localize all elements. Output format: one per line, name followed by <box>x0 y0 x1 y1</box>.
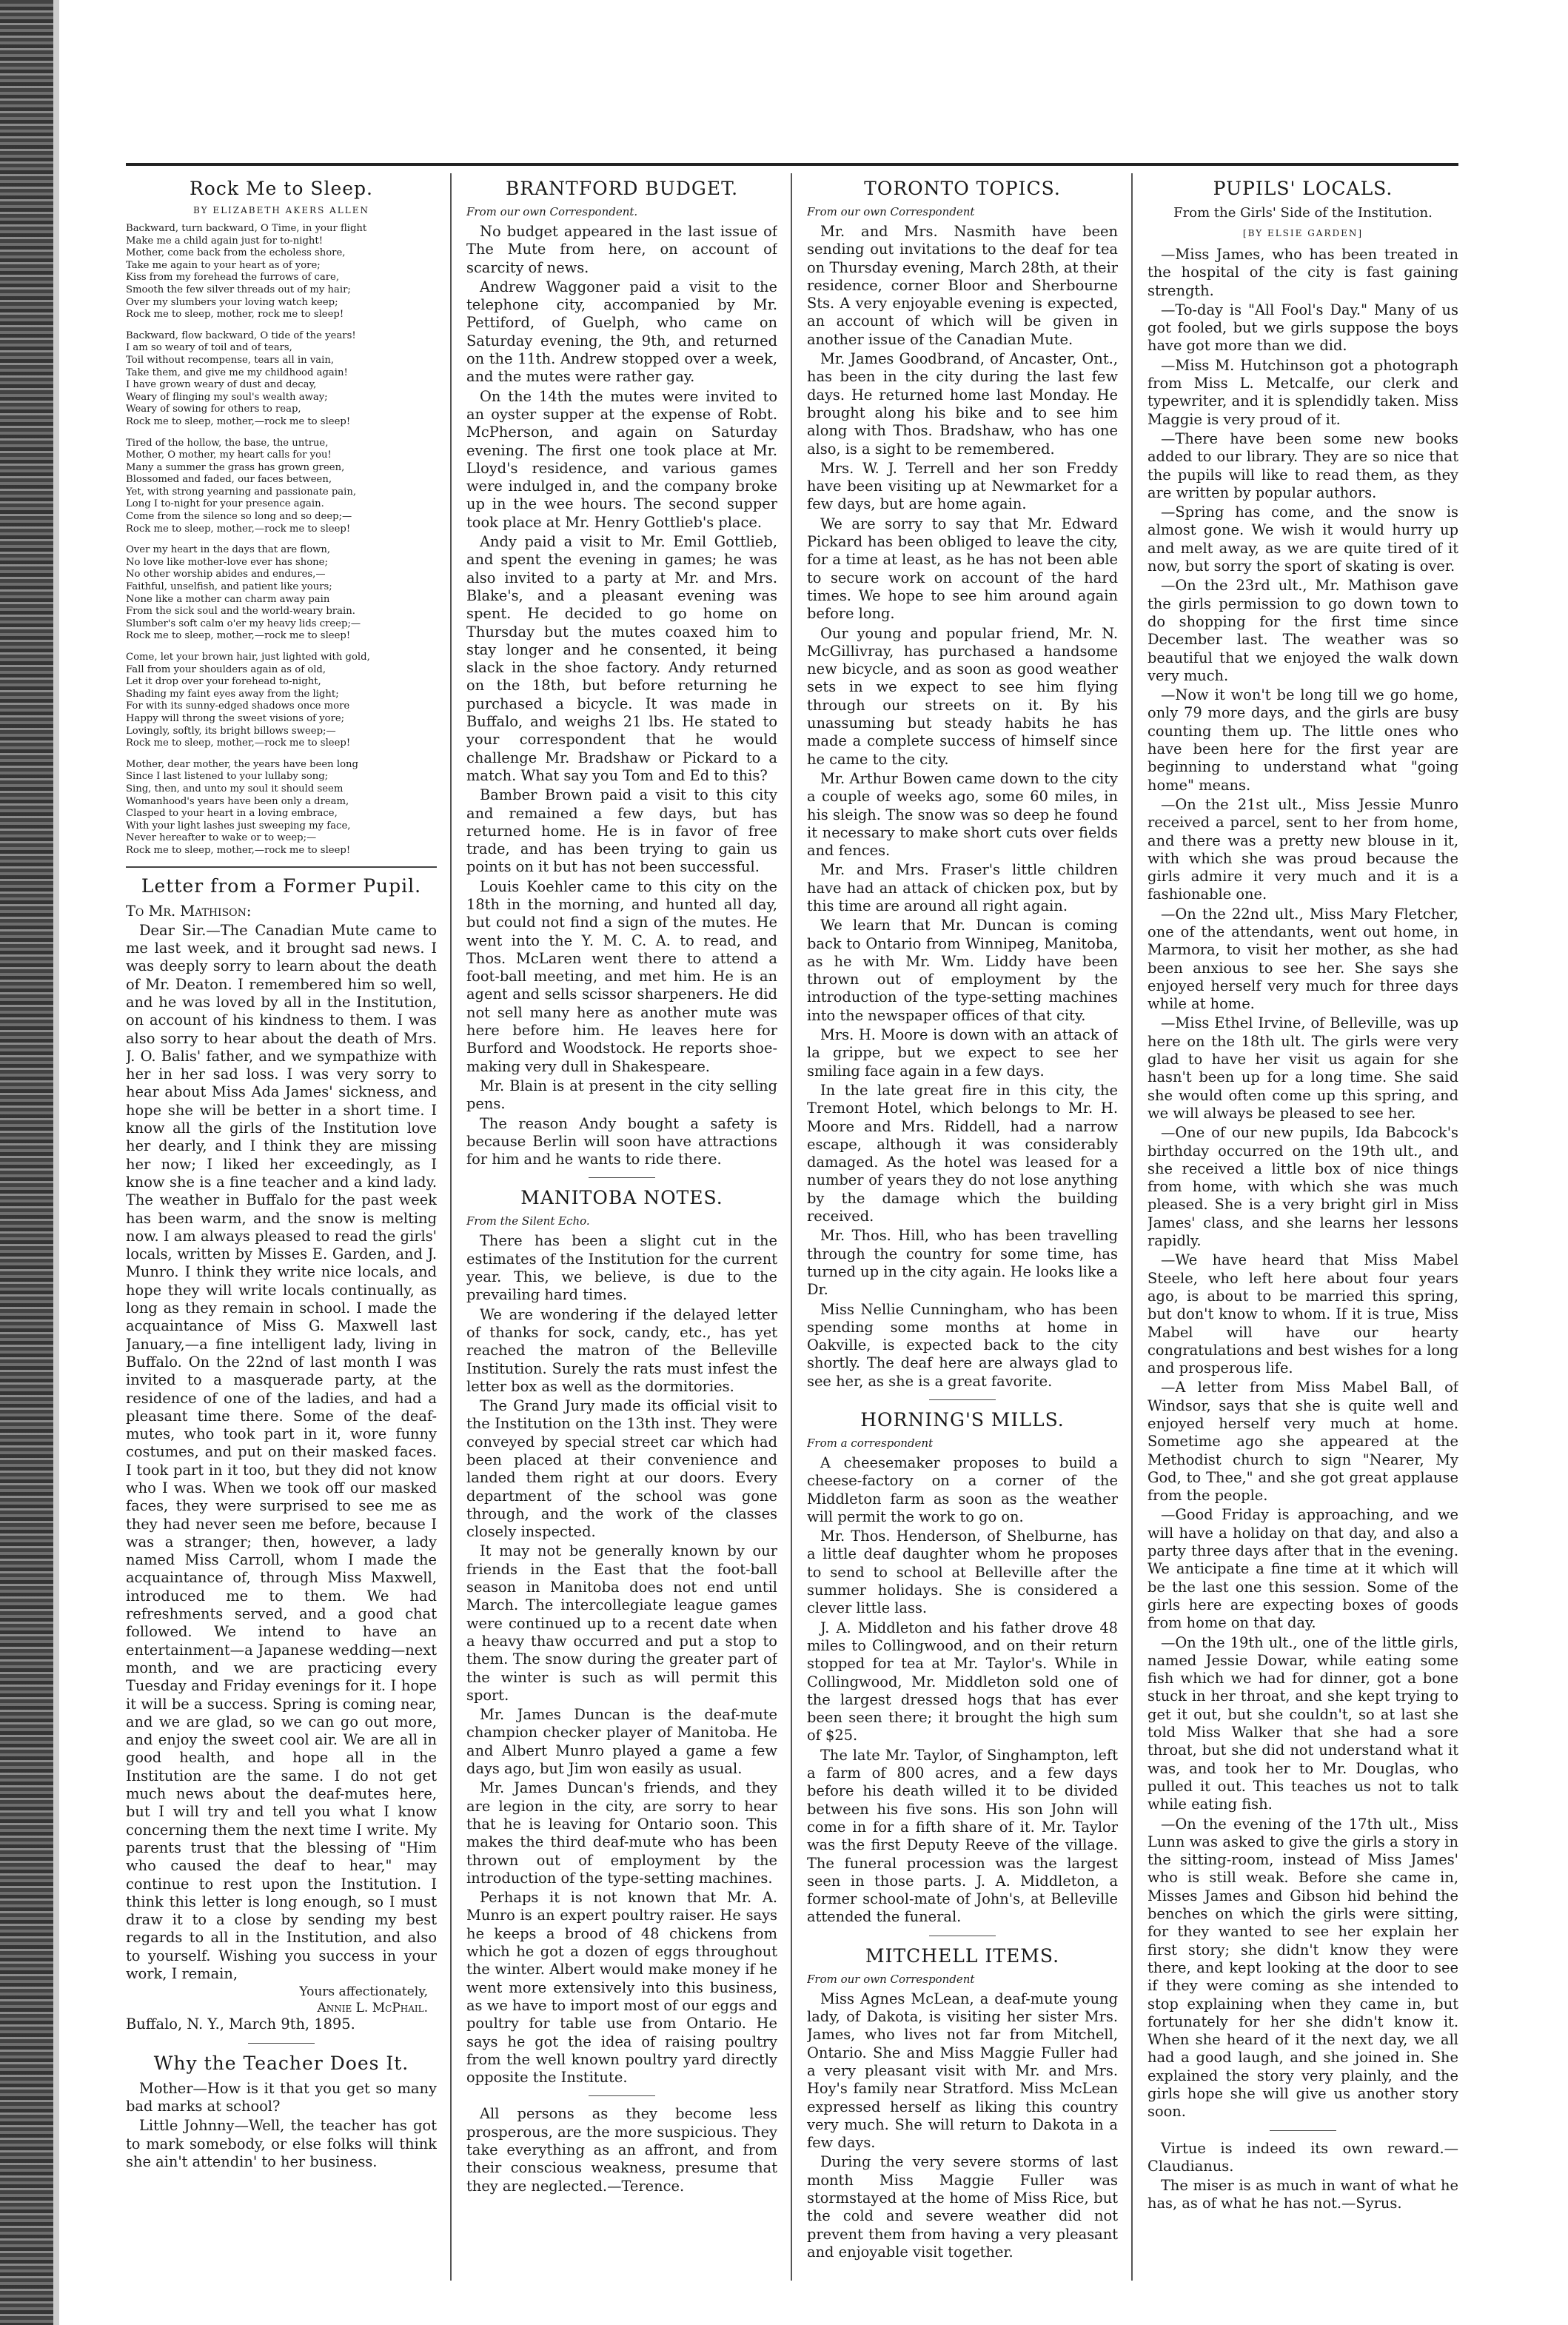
local-item: —On the 21st ult., Miss Jessie Munro received a parcel, sent to her from home, and there was a pretty new blouse in it, with which she was proud because the girls admire it very much and it is a fashionable one. <box>1147 795 1458 903</box>
why-title: Why the Teacher Does It. <box>153 2052 409 2074</box>
hornings-body <box>807 1454 1118 1927</box>
local-item: —On the 22nd ult., Miss Mary Fletcher, one of the attendants, went out home, in Marmora, to visit her mother, as she had been anxious to see her. She says she enjoyed herself very much for three days while at home. <box>1147 905 1458 1013</box>
local-item: —On the 19th ult., one of the little girls, named Jessie Dowar, while eating some fish which we had for dinner, got a bone stuck in her throat, and she kept trying to get it out, but she couldn't, so at last she told Miss Walker that she had a sore throat, but she did not understand what it was, and took her to Mr. Douglas, who pulled it out. This teaches us not to talk while eating fish. <box>1147 1633 1458 1813</box>
article-paragraph: Mrs. H. Moore is down with an attack of la grippe, but we expect to see her smiling face again in a few days. <box>807 1026 1118 1080</box>
poem-line: Clasped to your heart in a loving embrace, <box>126 808 338 820</box>
poem-line: Toil without recompense, tears all in vain, <box>126 354 335 366</box>
manitoba-from: From the Silent Echo. <box>466 1214 590 1228</box>
article-paragraph: In the late great fire in this city, the Tremont Hotel, which belongs to Mr. H. Moore and Mrs. Riddell, had a narrow escape, although it was considerably damaged. As the hotel was leased for a number of years they do not lose anything by the damage which the building received. <box>807 1081 1118 1225</box>
article-paragraph: Mr. James Duncan is the deaf-mute champion checker player of Manitoba. He and Albert Munro played a game a few days ago, but Jim won easily as usual. <box>466 1706 777 1778</box>
column-divider <box>1131 173 1133 2281</box>
poem-line: Mother, dear mother, the years have been long <box>126 758 358 770</box>
poem-line: Kiss from my forehead the furrows of care, <box>126 272 340 284</box>
column-1 <box>126 173 437 2281</box>
poem-line: Tired of the hollow, the base, the untrue, <box>126 437 329 449</box>
section-rule <box>126 866 437 868</box>
poem-line: Let it drop over your forehead to-night, <box>126 676 321 688</box>
article-paragraph: During the very severe storms of last month Miss Maggie Fuller was stormstayed at the home of Miss Rice, but the cold and severe weather did not prevent them from having a very pleasant and enjoyable visit together. <box>807 2153 1118 2261</box>
poem-line: Never hereafter to wake or to weep;— <box>126 832 317 844</box>
manitoba-title: MANITOBA NOTES. <box>520 1187 723 1209</box>
poem-line: Rock me to sleep, mother,—rock me to sleep! <box>126 630 351 642</box>
poem-line: None like a mother can charm away pain <box>126 593 330 605</box>
article-paragraph: Mr. Arthur Bowen came down to the city a couple of weeks ago, some 60 miles, in his sleigh. The snow was so deep he found it necessary to make short cuts over fields and fences. <box>807 769 1118 860</box>
closing-quote: All persons as they become less prosperous, are the more suspicious. They take everything as an affront, and from their conscious weakness, presume that they are neglected.—Terence. <box>466 2105 777 2195</box>
article-paragraph: Louis Koehler came to this city on the 18th in the morning, and hunted all day, but could not find a sign of the mutes. He went into the Y. M. C. A. to read, and Thos. McLaren went there to attend a foot-ball meeting, and met him. He is an agent and sells scissor sharpeners. He did not sell many here as another mute was here before him. He leaves here for Burford and Woodstock. He reports shoe-making very dull in Shakespeare. <box>466 877 777 1075</box>
poem-title: Rock Me to Sleep. <box>189 178 374 199</box>
brantford-from: From our own Correspondent. <box>466 205 638 218</box>
article-paragraph: Mr. Thos. Henderson, of Shelburne, has a little deaf daughter whom he proposes to send to school at Belleville after the summer holidays. She is considered a clever little lass. <box>807 1528 1118 1617</box>
poem-line: Rock me to sleep, mother,—rock me to sleep! <box>126 844 351 856</box>
article-paragraph: A cheesemaker proposes to build a cheese-factory on a corner of the Middleton farm as soon as the weather will permit the work to go on. <box>807 1454 1118 1525</box>
toronto-body <box>807 223 1118 1391</box>
poem-line: Over my slumbers your loving watch keep; <box>126 296 338 308</box>
local-item: —Miss Ethel Irvine, of Belleville, was up here on the 18th ult. The girls were very glad to have her visit us again for she hasn't been up for a long time. She said she would often come up this spring, and we will always be pleased to see her. <box>1147 1014 1458 1122</box>
article-paragraph: Andrew Waggoner paid a visit to the telephone city, accompanied by Mr. Pettiford, of Guelph, who came on Saturday evening, the 9th, and returned on the 11th. Andrew stopped over a week, and the mutes were rather gay. <box>466 278 777 386</box>
article-paragraph: J. A. Middleton and his father drove 48 miles to Collingwood, and on their return stopped for tea at Mr. Taylor's. While in Collingwood, Mr. Middleton sold one of the largest dressed hogs that has ever been seen there; it brought the high sum of $25. <box>807 1619 1118 1744</box>
article-paragraph: Andy paid a visit to Mr. Emil Gottlieb, and spent the evening in games; he was also invited to a party at Mr. and Mrs. Blake's, and a pleasant evening was spent. He decided to go home on Thursday but the mutes coaxed him to stay longer and he consented, it being slack in the shoe factory. Andy returned on the 18th, but before returning he purchased a bicycle. It was made in Buffalo, and weighs 21 lbs. He stated to your correspondent that he would challenge Mr. Bradshaw or Pickard to a match. What say you Tom and Ed to this? <box>466 533 777 784</box>
poem-stanza <box>126 759 437 857</box>
section-rule <box>589 2095 655 2096</box>
locals-body <box>1147 246 1458 2121</box>
poem-line: Rock me to sleep, mother, rock me to sleep! <box>126 309 344 321</box>
letter-closing: Yours affectionately, <box>299 1984 428 2000</box>
poem-line: Weary of sowing for others to reap, <box>126 404 301 415</box>
poem-line: For with its sunny-edged shadows once more <box>126 700 350 712</box>
scanned-binding-edge <box>0 0 53 2325</box>
poem-stanza <box>126 544 437 643</box>
poem-line: Lovingly, softly, its bright billows sweep;— <box>126 725 336 737</box>
section-rule <box>589 1177 655 1178</box>
brantford-body <box>466 223 777 1168</box>
section-rule <box>248 2043 315 2044</box>
poem-line: Shading my faint eyes away from the light; <box>126 688 339 700</box>
poem-line: I am so weary of toil and of tears, <box>126 342 292 354</box>
poem-line: Take them, and give me my childhood again! <box>126 367 348 378</box>
article-paragraph: Mr. Blain is at present in the city selling pens. <box>466 1077 777 1113</box>
column-3 <box>807 173 1118 2281</box>
article-paragraph: The Grand Jury made its official visit to the Institution on the 13th inst. They were conveyed by special street car which had been placed at their convenience and landed them right at our doors. Every department of the school was gone through, and the work of the classes closely inspected. <box>466 1397 777 1541</box>
poem-line: Mother, O mother, my heart calls for you! <box>126 449 332 461</box>
newspaper-page <box>126 148 1458 2281</box>
poem-body <box>126 223 437 857</box>
poem-line: No love like mother-love ever has shone; <box>126 556 328 568</box>
article-paragraph: Perhaps it is not known that Mr. A. Munro is an expert poultry raiser. He says he keeps a brood of 48 chickens from which he got a dozen of eggs throughout the winter. Albert would make money if he went more extensively into this business, as we have to import most of our eggs and poultry for table use from Ontario. He says he got the idea of raising poultry from the well known poultry yard directly opposite the Institute. <box>466 1889 777 2087</box>
poem-line: Long I to-night for your presence again. <box>126 498 324 510</box>
why-paragraph: Mother—How is it that you get so many bad marks at school? <box>126 2079 437 2115</box>
poem-line: Slumber's soft calm o'er my heavy lids creep;— <box>126 618 361 629</box>
column-divider <box>450 173 452 2281</box>
local-item: —A letter from Miss Mabel Ball, of Windsor, says that she is quite well and enjoyed herself very much at home. Sometime ago she appeared at the Methodist church to sign "Nearer, My God, to Thee," and she got great applause from the people. <box>1147 1379 1458 1505</box>
column-2 <box>466 173 777 2281</box>
article-paragraph: Bamber Brown paid a visit to this city and remained a few days, but has returned home. He is in favor of free trade, and has been trying to gain us points on it but has not been successful. <box>466 786 777 876</box>
poem-line: Happy will throng the sweet visions of yore; <box>126 712 345 724</box>
article-paragraph: We learn that Mr. Duncan is coming back to Ontario from Winnipeg, Manitoba, as he with Mr. Wm. Liddy have been thrown out of employment by the introduction of the type-setting machines into the newspaper offices of that city. <box>807 917 1118 1024</box>
poem-line: Rock me to sleep, mother,—rock me to sleep! <box>126 737 351 749</box>
poem-line: Backward, flow backward, O tide of the years! <box>126 329 356 341</box>
locals-subtitle: From the Girls' Side of the Institution. <box>1173 205 1433 221</box>
letter-body: Dear Sir.—The Canadian Mute came to me last week, and it brought sad news. I was deeply sorry to learn about the death of Mr. Deaton. I remembered him so well, and he was loved by all in the Institution, on account of his kindness to them. I was also sorry to hear about the death of Mrs. J. O. Balis' father, and we sympathize with her in her sad loss. I was very sorry to hear about Miss Ada James' sickness, and hope she will be better in a short time. I know all the girls of the Institution love her dearly, and I think they are missing her now; I liked her exceedingly, as I know she is a fine teacher and a kind lady. The weather in Buffalo for the past week has been warm, and the snow is melting now. I am always pleased to read the girls' locals, written by Misses E. Garden, and J. Munro. I think they write nice locals, and hope they will write locals continually, as long as they remain in school. I made the acquaintance of Miss G. Maxwell last January,—a fine intelligent lady, living in Buffalo. On the 22nd of last month I was invited to a masquerade party, at the residence of one of the ladies, and had a pleasant time there. Some of the deaf-mutes, who took part in it, wore funny costumes, and put on their masked faces. I took part in it too, but they did not know who I was. When we took off our masked faces, they were surprised to see me as they had never seen me before, because I was a stranger; then, however, a lady named Miss Carroll, whom I made the acquaintance of, through Miss Maxwell, introduced me to them. We had refreshments served, and a good chat followed. We intend to have an entertainment—a Japanese wedding—next month, and we are practicing every Tuesday and Friday evenings for it. I hope it will be a success. Spring is coming near, and we are glad, so we can go out more, and enjoy the sweet cool air. We are all in good health, and hope all in the Institution are the same. I do not get much news about the deaf-mutes here, but I will try and tell you what I know concerning them the next time I write. My parents trust that the blessing of "Him who caused the deaf to hear," may continue to rest upon the Institution. I think this letter is long enough, so I must draw it to a close by sending my best regards to all in the Institution, and also to yourself. Wishing you success in your work, I remain, <box>126 921 437 1983</box>
poem-line: Rock me to sleep, mother,—rock me to sleep! <box>126 415 351 427</box>
poem-line: Mother, come back from the echoless shore, <box>126 247 346 259</box>
manitoba-body <box>466 1232 777 2087</box>
local-item: —Now it won't be long till we go home, only 79 more days, and the girls are busy counting them up. The little ones who have been here for the first year are beginning to understand what "going home" means. <box>1147 686 1458 794</box>
poem-line: Over my heart in the days that are flown, <box>126 544 331 556</box>
poem-stanza <box>126 438 437 536</box>
poem-line: Backward, turn backward, O Time, in your flight <box>126 223 367 234</box>
poem-byline: BY ELIZABETH AKERS ALLEN <box>192 205 369 215</box>
article-paragraph: We are sorry to say that Mr. Edward Pickard has been obliged to leave the city, for a time at least, as he has not been able to secure work on account of the hard times. We hope to see him around again before long. <box>807 515 1118 623</box>
hornings-from: From a correspondent <box>807 1436 934 1450</box>
local-item: —Miss M. Hutchinson got a photograph from Miss L. Metcalfe, our clerk and typewriter, and it is splendidly taken. Miss Maggie is very proud of it. <box>1147 356 1458 428</box>
article-paragraph: We are wondering if the delayed letter of thanks for sock, candy, etc., has yet reached the matron of the Belleville Institution. Surely the rats must infest the letter box as well as the dormitories. <box>466 1305 777 1395</box>
letter-title: Letter from a Former Pupil. <box>141 874 422 897</box>
poem-line: Take me again to your heart as of yore; <box>126 259 321 271</box>
poem-line: Since I last listened to your lullaby song; <box>126 771 329 783</box>
column-divider <box>791 173 792 2281</box>
poem-line: Yet, with strong yearning and passionate pain, <box>126 486 357 498</box>
article-paragraph: There has been a slight cut in the estimates of the Institution for the current year. This, we believe, is due to the prevailing hard times. <box>466 1232 777 1304</box>
article-paragraph: Miss Nellie Cunningham, who has been spending some months at home in Oakville, is expected back to the city shortly. The deaf here are always glad to see her, as she is a great favorite. <box>807 1300 1118 1390</box>
article-paragraph: The late Mr. Taylor, of Singhampton, left a farm of 800 acres, and a few days before his death willed it to be divided between his five sons. His son John will come in for a fifth share of it. Mr. Taylor was the first Deputy Reeve of the village. The funeral procession was the largest seen in those parts. J. A. Middleton, a former school-mate of John's, at Belleville attended the funeral. <box>807 1746 1118 1926</box>
poem-line: Smooth the few silver threads out of my hair; <box>126 284 351 295</box>
poem-stanza <box>126 330 437 429</box>
letter-signature: Annie L. McPhail. <box>317 2001 428 2016</box>
letter-place-date: Buffalo, N. Y., March 9th, 1895. <box>126 2015 355 2033</box>
poem-line: Come from the silence so long and so deep;— <box>126 511 352 523</box>
poem-line: From the sick soul and the world-weary brain. <box>126 606 355 618</box>
poem-line: I have grown weary of dust and decay, <box>126 379 317 391</box>
local-item: —On the evening of the 17th ult., Miss Lunn was asked to give the girls a story in the sitting-room, instead of Miss James' who is still weak. Before she came in, Misses James and Gibson hid behind the benches on which the girls were sitting, for they wanted to see her explain her first story; she didn't know they were there, and kept looking at the door to see if they were coming as she intended to stop explaining when they came in, but fortunately for her she didn't know it. When she heard of it the next day, we all had a good laugh, and she joined in. She explained the story very plainly, and the girls hope she will give us another story soon. <box>1147 1815 1458 2121</box>
article-paragraph: Miss Agnes McLean, a deaf-mute young lady, of Dakota, is visiting her sister Mrs. James, who lives not far from Mitchell, Ontario. She and Miss Maggie Fuller had a very pleasant visit with Mr. and Mrs. Hoy's family near Stratford. Miss McLean expressed herself as liking this country very much. She will return to Dakota in a few days. <box>807 1990 1118 2152</box>
article-paragraph: On the 14th the mutes were invited to an oyster supper at the expense of Robt. McPherson, and again on Saturday evening. The first one took place at Mr. Lloyd's residence, and various games were indulged in, and the company broke up in the wee hours. The second supper took place at Mr. Henry Gottlieb's place. <box>466 387 777 531</box>
article-paragraph: No budget appeared in the last issue of The Mute from here, on account of scarcity of news. <box>466 223 777 276</box>
quote: The miser is as much in want of what he has, as of what he has not.—Syrus. <box>1147 2177 1458 2212</box>
poem-stanza <box>126 652 437 750</box>
article-paragraph: Mr. James Goodbrand, of Ancaster, Ont., has been in the city during the last few days. He returned home last Monday. He brought along his bike and to see him along with Thos. Bradshaw, who has one also, is a sight to be remembered. <box>807 350 1118 458</box>
mitchell-title: MITCHELL ITEMS. <box>865 1944 1060 1967</box>
locals-byline: [BY ELSIE GARDEN] <box>1242 228 1364 238</box>
poem-line: Rock me to sleep, mother,—rock me to sleep! <box>126 523 351 535</box>
poem-line: Sing, then, and unto my soul it should seem <box>126 783 344 794</box>
poem-line: Blossomed and faded, our faces between, <box>126 474 332 486</box>
article-paragraph: Mr. and Mrs. Fraser's little children have had an attack of chicken pox, but by this time are around all right again. <box>807 861 1118 914</box>
local-item: —On the 23rd ult., Mr. Mathison gave the girls permission to go down town to do shopping for the first time since December last. The weather was so beautiful that we enjoyed the walk down very much. <box>1147 577 1458 684</box>
poem-line: With your light lashes just sweeping my face, <box>126 820 351 832</box>
local-item: —To-day is "All Fool's Day." Many of us got fooled, but we girls suppose the boys have got more than we did. <box>1147 301 1458 355</box>
mitchell-from: From our own Correspondent <box>807 1972 975 1986</box>
article-paragraph: The reason Andy bought a safety is because Berlin will soon have attractions for him and he wants to ride there. <box>466 1114 777 1168</box>
scanned-binding-shadow <box>53 0 59 2325</box>
toronto-from: From our own Correspondent <box>807 205 975 218</box>
brantford-title: BRANTFORD BUDGET. <box>505 178 739 199</box>
article-paragraph: Mr. and Mrs. Nasmith have been sending out invitations to the deaf for tea on Thursday evening, March 28th, at their residence, corner Bloor and Sherbourne Sts. A very enjoyable evening is expected, an account of which will be given in another issue of the Canadian Mute. <box>807 223 1118 348</box>
local-item: —Good Friday is approaching, and we will have a holiday on that day, and also a party three days after that in the evening. We anticipate a fine time at it which will be the last one this session. Some of the girls here are expecting boxes of goods from home on that day. <box>1147 1506 1458 1632</box>
toronto-title: TORONTO TOPICS. <box>864 178 1061 199</box>
column-4 <box>1147 173 1458 2281</box>
poem-line: Faithful, unselfish, and patient like yours; <box>126 581 332 593</box>
local-item: —Spring has come, and the snow is almost gone. We wish it would hurry up and melt away, as we are quite tired of it now, but sorry the sport of skating is over. <box>1147 504 1458 575</box>
locals-title: PUPILS' LOCALS. <box>1213 178 1393 199</box>
poem-line: Make me a child again just for to-night! <box>126 235 324 247</box>
mitchell-body <box>807 1990 1118 2261</box>
article-paragraph: Mr. Thos. Hill, who has been travelling through the country for some time, has turned up in the city again. He looks like a Dr. <box>807 1227 1118 1299</box>
poem-line: Weary of flinging my soul's wealth away; <box>126 391 328 403</box>
section-rule <box>1270 2130 1336 2131</box>
poem-line: Many a summer the grass has grown green, <box>126 461 345 473</box>
poem-line: No other worship abides and endures,— <box>126 569 326 581</box>
quote: Virtue is indeed its own reward.—Claudianus. <box>1147 2139 1458 2175</box>
article-paragraph: Mr. James Duncan's friends, and they are legion in the city, are sorry to hear that he is leaving for Ontario soon. This makes the third deaf-mute who has been thrown out of employment by the introduction of the type-setting machines. <box>466 1779 777 1887</box>
why-paragraph: Little Johnny—Well, the teacher has got to mark somebody, or else folks will think she ain't attendin' to her business. <box>126 2117 437 2170</box>
section-rule <box>929 1399 996 1400</box>
article-paragraph: It may not be generally known by our friends in the East that the foot-ball season in Manitoba does not end until March. The intercollegiate league games were continued up to a recent date when a heavy thaw occurred and put a stop to them. The snow during the greater part of the winter is such as will permit this sport. <box>466 1542 777 1704</box>
local-item: —Miss James, who has been treated in the hospital of the city is fast gaining strength. <box>1147 246 1458 299</box>
poem-line: Come, let your brown hair, just lighted with gold, <box>126 652 370 663</box>
poem-line: Fall from your shoulders again as of old, <box>126 663 326 675</box>
poem-stanza <box>126 223 437 321</box>
top-rule <box>126 163 1458 166</box>
article-paragraph: Mrs. W. J. Terrell and her son Freddy have been visiting up at Newmarket for a few days, but are home again. <box>807 459 1118 513</box>
hornings-title: HORNING'S MILLS. <box>860 1409 1065 1431</box>
local-item: —There have been some new books added to our library. They are so nice that the pupils will like to read them, as they are written by popular authors. <box>1147 429 1458 501</box>
poem-line: Womanhood's years have been only a dream, <box>126 795 349 807</box>
letter-salutation: To Mr. Mathison: <box>126 902 252 920</box>
local-item: —One of our new pupils, Ida Babcock's birthday occurred on the 19th ult., and she received a little box of nice things from home, with which she was much pleased. She is a very bright girl in Miss James' class, and she learns her lessons rapidly. <box>1147 1124 1458 1250</box>
local-item: —We have heard that Miss Mabel Steele, who left here about four years ago, is about to be married this spring, but don't know to whom. If it is true, Miss Mabel will have our hearty congratulations and best wishes for a long and prosperous life. <box>1147 1251 1458 1377</box>
article-paragraph: Our young and popular friend, Mr. N. McGillivray, has purchased a handsome new bicycle, and as soon as good weather sets in we expect to see him flying through our streets on it. By his unassuming but steady habits he has made a complete success of himself since he came to the city. <box>807 624 1118 768</box>
